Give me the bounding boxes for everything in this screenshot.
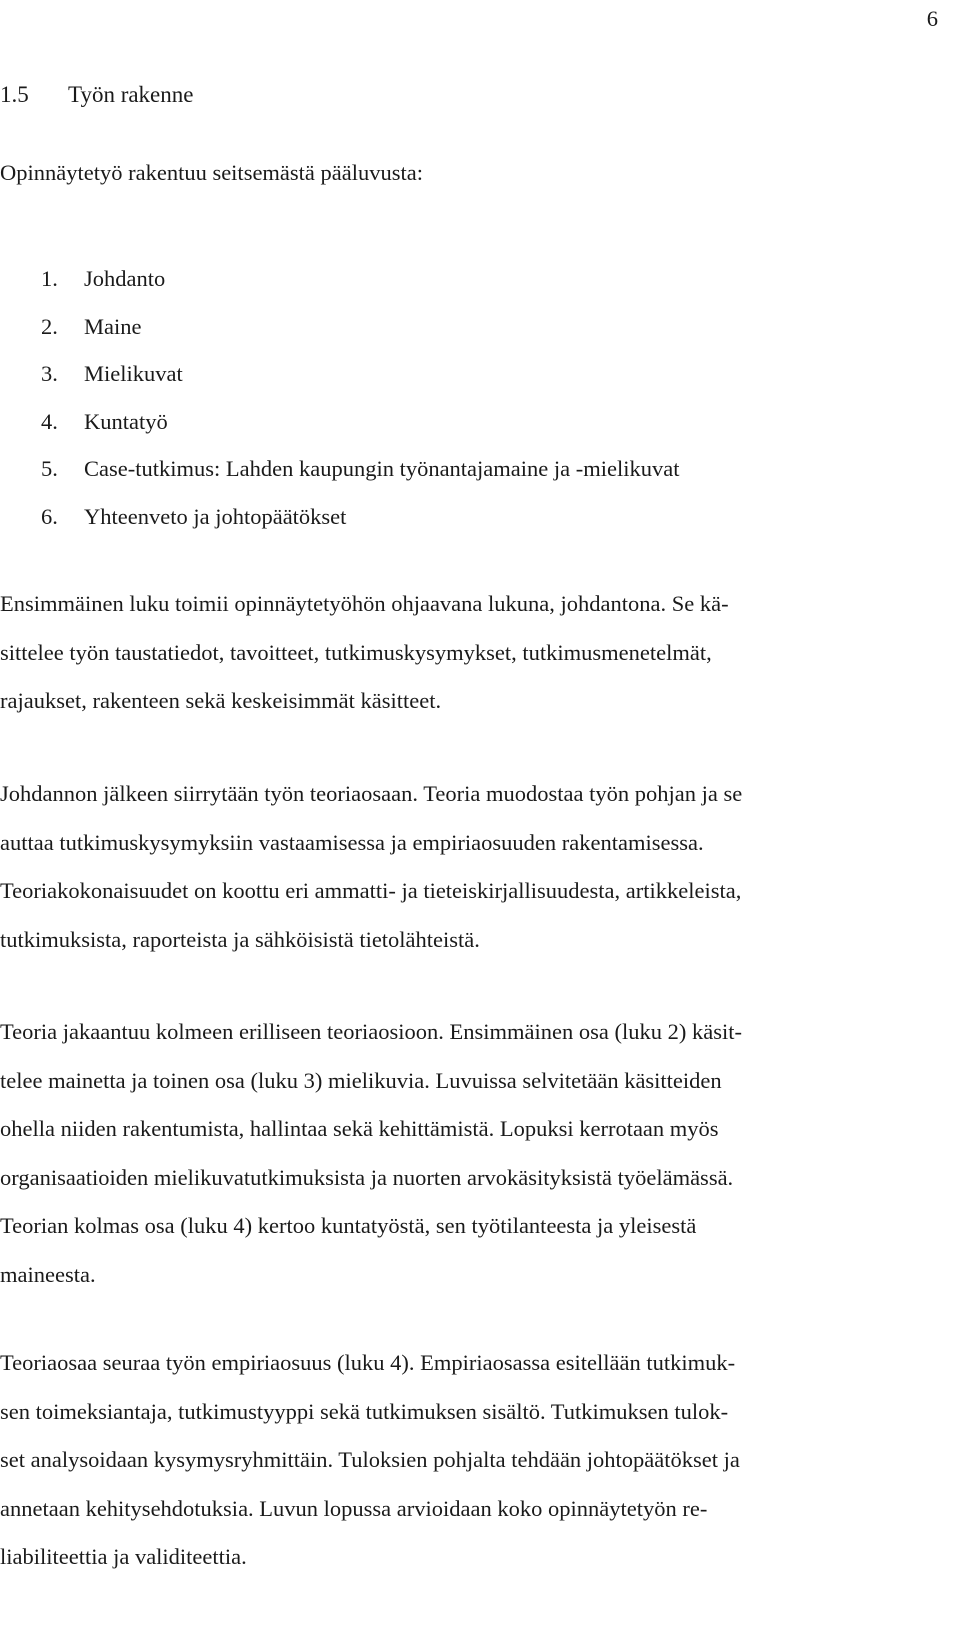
text-line: organisaatioiden mielikuvatutkimuksista ja nuorten arvokäsityksistä työelämässä. (0, 1164, 734, 1190)
paragraph-theory-parts (0, 1008, 930, 1299)
page-number: 6 (926, 6, 938, 31)
text-line: Teoria jakaantuu kolmeen erilliseen teoriaosioon. Ensimmäinen osa (luku 2) käsit- (0, 1019, 742, 1044)
text-line: Teoriakokonaisuudet on koottu eri ammatti- ja tieteiskirjallisuudesta, artikkeleista, (0, 878, 742, 903)
list-item-title: Case-tutkimus: Lahden kaupungin työnantajamaine ja -mielikuvat (84, 456, 680, 482)
text-line: annetaan kehitysehdotuksia. Luvun lopussa arvioidaan koko opinnäytetyön re- (0, 1495, 708, 1521)
list-item (41, 350, 679, 398)
text-line: Ensimmäinen luku toimii opinnäytetyöhön ohjaavana lukuna, johdantona. Se kä- (0, 591, 729, 616)
text-line: tutkimuksista, raporteista ja sähköisistä tietolähteistä. (0, 926, 480, 952)
section-title: Työn rakenne (68, 82, 194, 107)
text-line: sittelee työn taustatiedot, tavoitteet, tutkimuskysymykset, tutkimusmenetelmät, (0, 639, 712, 665)
list-item (41, 493, 679, 541)
chapter-list (41, 255, 679, 541)
list-item-number: 1. (41, 266, 58, 291)
list-item-number: 4. (41, 408, 58, 434)
text-line: sen toimeksiantaja, tutkimustyyppi sekä tutkimuksen sisältö. Tutkimuksen tulok- (0, 1398, 729, 1424)
text-line: set analysoidaan kysymysryhmittäin. Tuloksien pohjalta tehdään johtopäätökset ja (0, 1447, 740, 1472)
paragraph-first-chapter (0, 580, 930, 726)
list-item-title: Kuntatyö (84, 408, 168, 434)
intro-text: Opinnäytetyö rakentuu seitsemästä pääluvusta: (0, 160, 424, 185)
text-line: rajaukset, rakenteen sekä keskeisimmät käsitteet. (0, 688, 442, 713)
list-item-number: 5. (41, 456, 58, 482)
section-heading (0, 82, 193, 108)
text-line: maineesta. (0, 1261, 96, 1287)
section-number: 1.5 (0, 82, 29, 107)
paragraph-empirical-part (0, 1339, 930, 1582)
list-item (41, 255, 679, 303)
text-line: Johdannon jälkeen siirrytään työn teoriaosaan. Teoria muodostaa työn pohjan ja se (0, 781, 743, 806)
list-item (41, 398, 679, 446)
list-item (41, 445, 679, 493)
list-item-title: Yhteenveto ja johtopäätökset (84, 503, 347, 529)
text-line: auttaa tutkimuskysymyksiin vastaamisessa ja empiriaosuuden rakentamisessa. (0, 829, 704, 855)
list-item (41, 303, 679, 351)
text-line: Teorian kolmas osa (luku 4) kertoo kuntatyöstä, sen työtilanteesta ja yleisestä (0, 1213, 697, 1238)
list-item-title: Johdanto (84, 266, 166, 291)
text-line: telee mainetta ja toinen osa (luku 3) mielikuvia. Luvuissa selvitetään käsitteiden (0, 1067, 722, 1093)
list-item-number: 3. (41, 361, 58, 387)
text-line: liabiliteettia ja validiteettia. (0, 1544, 247, 1569)
list-item-number: 6. (41, 503, 58, 529)
list-item-number: 2. (41, 313, 58, 339)
list-item-title: Maine (84, 313, 142, 339)
paragraph-theory-intro (0, 770, 930, 964)
text-line: Teoriaosaa seuraa työn empiriaosuus (luku 4). Empiriaosassa esitellään tutkimuk- (0, 1350, 736, 1375)
text-line: ohella niiden rakentumista, hallintaa sekä kehittämistä. Lopuksi kerrotaan myös (0, 1116, 719, 1141)
list-item-title: Mielikuvat (84, 361, 183, 387)
